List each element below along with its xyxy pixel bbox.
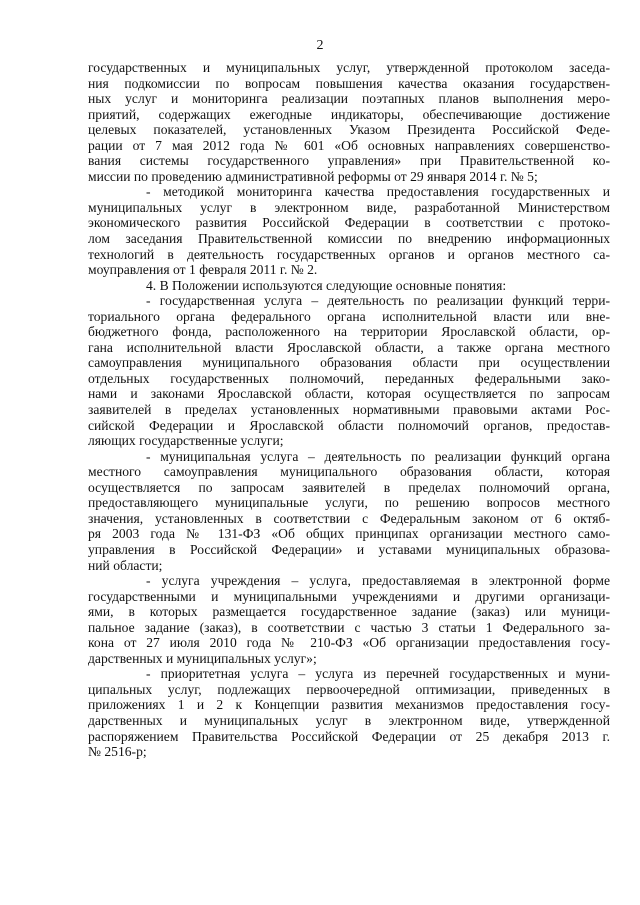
text-line: целевых показателей, установленных Указом Президента Российской Феде- bbox=[88, 122, 610, 138]
page-number: 2 bbox=[316, 38, 324, 53]
text-line: - муниципальная услуга – деятельность по реализации функций органа bbox=[146, 448, 610, 464]
text-line: государственных и муниципальных услуг, утвержденной протоколом заседа- bbox=[88, 60, 610, 75]
text-line: управления в Российской Федерации» и уставами муниципальных образова- bbox=[88, 541, 610, 557]
text-line: миссии по проведению административной реформы от 29 января 2014 г. № 5; bbox=[88, 168, 538, 184]
text-line: ря 2003 года № 131-ФЗ «Об общих принципах организации местного само- bbox=[88, 526, 610, 542]
text-line: значения, установленных в соответствии с Федеральным законом от 6 октяб- bbox=[88, 510, 610, 526]
text-line: заявителей в пределах установленных нормативными правовыми актами Рос- bbox=[88, 402, 610, 418]
text-line: ями, в которых размещается государственное задание (заказ) или муници- bbox=[88, 604, 610, 620]
text-line: экономического развития Российской Федерации в соответствии с протоко- bbox=[88, 215, 610, 231]
text-line: приложениях 1 и 2 к Концепции развития механизмов предоставления госу- bbox=[88, 697, 610, 713]
text-line: ний области; bbox=[88, 557, 163, 573]
text-line: ципальных услуг, подлежащих первоочередной оптимизации, приведенных в bbox=[88, 681, 610, 697]
text-line: ториального органа федерального органа исполнительной власти или вне- bbox=[88, 308, 610, 324]
text-line: государственными и муниципальными учреждениями и другими организаци- bbox=[88, 588, 610, 604]
text-line: дарственных и муниципальных услуг в электронном виде, утвержденной bbox=[88, 712, 610, 728]
document-body bbox=[88, 60, 610, 760]
text-line: отдельных государственных полномочий, переданных федеральными зако- bbox=[88, 370, 610, 386]
text-line: кона от 27 июля 2010 года № 210-ФЗ «Об организации предоставления госу- bbox=[88, 635, 610, 651]
text-line: местного самоуправления муниципального образования области, которая bbox=[88, 464, 610, 480]
text-line: бюджетного фонда, расположенного на территории Ярославской области, ор- bbox=[88, 324, 610, 340]
text-line: ляющих государственные услуги; bbox=[88, 433, 284, 449]
text-line: № 2516-р; bbox=[88, 744, 147, 760]
text-line: дарственных и муниципальных услуг»; bbox=[88, 650, 317, 666]
text-line: сийской Федерации и Ярославской области полномочий органов, предостав- bbox=[88, 417, 610, 433]
text-line: лом заседания Правительственной комиссии по внедрению информационных bbox=[88, 231, 610, 247]
text-line: муниципальных услуг в электронном виде, разработанной Министерством bbox=[88, 199, 610, 215]
text-line: - услуга учреждения – услуга, предоставляемая в электронной форме bbox=[146, 573, 610, 589]
text-line: гана исполнительной власти Ярославской области, а также органа местного bbox=[88, 339, 610, 355]
text-line: распоряжением Правительства Российской Федерации от 25 декабря 2013 г. bbox=[88, 728, 610, 744]
text-line: - государственная услуга – деятельность по реализации функций терри- bbox=[146, 293, 610, 309]
text-line: моуправления от 1 февраля 2011 г. № 2. bbox=[88, 262, 318, 278]
text-line: приятий, содержащих ежегодные индикаторы, обеспечивающие достижение bbox=[88, 106, 610, 122]
text-line: вания системы государственного управления» при Правительственной ко- bbox=[88, 153, 610, 169]
text-line: нами и законами Ярославской области, которая осуществляется по запросам bbox=[88, 386, 610, 402]
text-line: рации от 7 мая 2012 года № 601 «Об основных направлениях совершенство- bbox=[88, 137, 610, 153]
text-line: пальное задание (заказ), в соответствии с частью 3 статьи 1 Федерального за- bbox=[88, 619, 610, 635]
text-line: ния подкомиссии по вопросам повышения качества оказания государствен- bbox=[88, 75, 610, 91]
text-line: технологий в деятельность государственных органов и органов местного са- bbox=[88, 246, 610, 262]
text-line: 4. В Положении используются следующие основные понятия: bbox=[146, 277, 507, 293]
text-line: предоставляющего муниципальные услуги, по решению вопросов местного bbox=[88, 495, 610, 511]
text-line: ных услуг и мониторинга реализации поэтапных планов выполнения меро- bbox=[88, 91, 610, 107]
text-line: самоуправления муниципального образования области при осуществлении bbox=[88, 355, 610, 371]
text-line: - методикой мониторинга качества предоставления государственных и bbox=[146, 184, 610, 200]
text-line: осуществляется по запросам заявителей в пределах полномочий органа, bbox=[88, 479, 610, 495]
text-line: - приоритетная услуга – услуга из перечней государственных и муни- bbox=[146, 666, 610, 682]
